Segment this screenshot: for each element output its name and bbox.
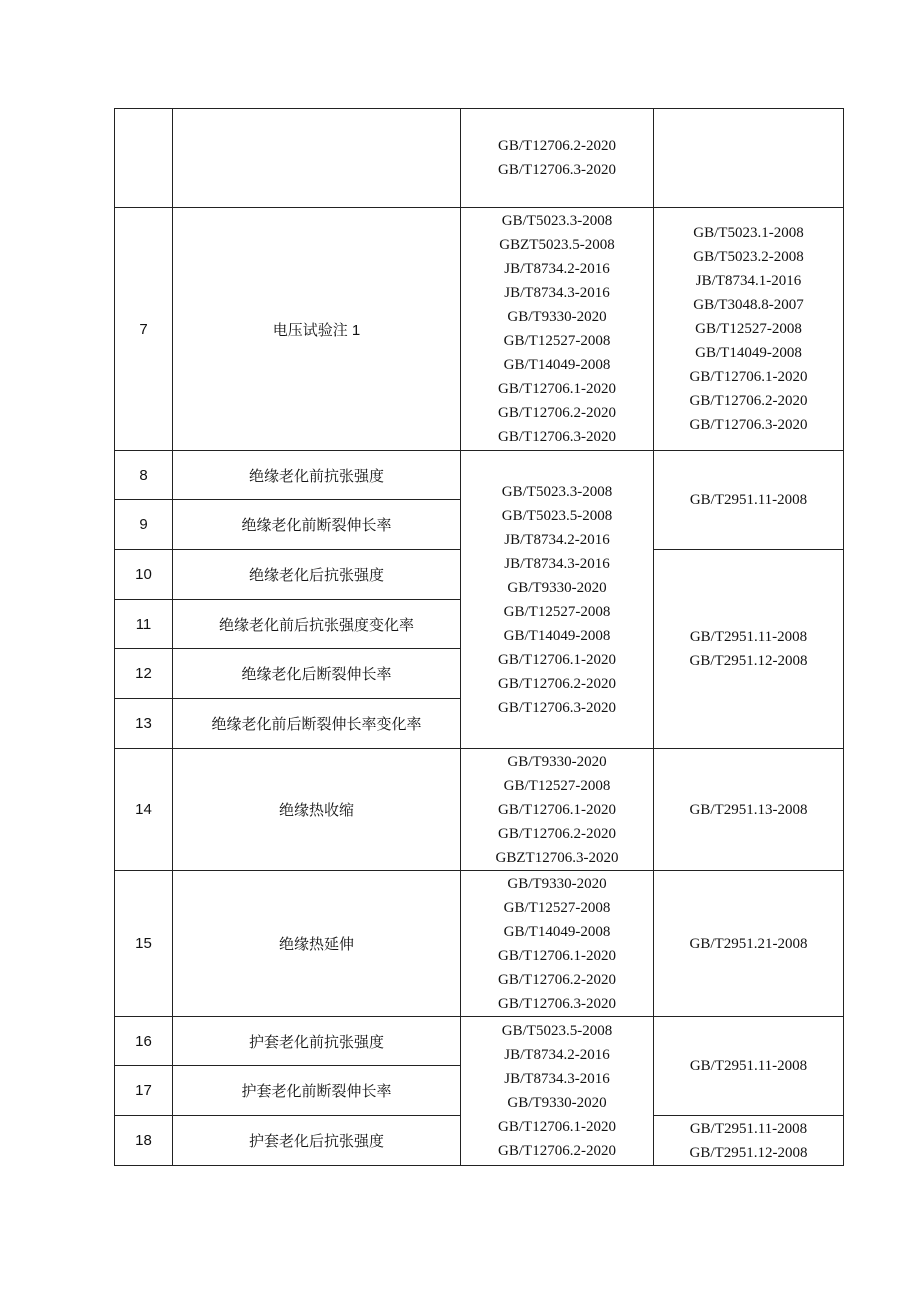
standard-code: JB/T8734.3-2016: [504, 1071, 610, 1087]
table-row: [115, 109, 844, 208]
standard-code: GB/T12706.2-2020: [498, 138, 616, 154]
standard-code: GB/T12527-2008: [695, 321, 802, 337]
standard-code: GB/T9330-2020: [507, 1095, 607, 1111]
standard-code: GB/T5023.3-2008: [501, 483, 613, 500]
standard-code: JB/T8734.3-2016: [504, 555, 610, 572]
standard-code: JB/T8734.2-2016: [504, 261, 610, 277]
standard-code: GB/T2951.21-2008: [689, 935, 808, 952]
row-number: 14: [115, 749, 173, 871]
standard-code: GB/T12706.1-2020: [498, 651, 616, 668]
criteria-standards: [654, 109, 844, 208]
row-number: 11: [115, 600, 173, 649]
test-item: 绝缘热延伸: [173, 871, 461, 1017]
standard-code: GB/T12706.2-2020: [498, 971, 616, 988]
standard-code: GB/T9330-2020: [507, 753, 607, 770]
test-item: 绝缘老化后抗张强度: [173, 550, 461, 600]
table-row: [115, 208, 844, 451]
standard-code: GB/T12706.2-2020: [498, 1143, 616, 1159]
standard-code: GB/T9330-2020: [507, 875, 607, 892]
standard-code: GB/T3048.8-2007: [693, 297, 804, 313]
table-row: [115, 871, 844, 1017]
criteria-standards: [654, 871, 844, 1017]
standard-code: GB/T12706.1-2020: [498, 801, 616, 818]
row-number: 8: [115, 451, 173, 500]
standard-code: GB/T5023.5-2008: [501, 507, 613, 524]
test-item: 绝缘老化前后抗张强度变化率: [173, 600, 461, 649]
standard-code: JB/T8734.2-2016: [504, 1047, 610, 1063]
standard-code: GB/T2951.13-2008: [689, 801, 808, 818]
test-method-standards: [461, 871, 654, 1017]
test-item: 绝缘老化前抗张强度: [173, 451, 461, 500]
criteria-standards: [654, 208, 844, 451]
standard-code: JB/T8734.2-2016: [504, 531, 610, 548]
standard-code: GB/T9330-2020: [507, 579, 607, 596]
standard-code: GB/T12706.3-2020: [498, 429, 616, 445]
standard-code: GB/T12706.1-2020: [498, 1119, 616, 1135]
standard-code: GB/T5023.2-2008: [693, 249, 804, 265]
row-number: 16: [115, 1017, 173, 1066]
table-row: [115, 451, 844, 500]
standard-code: GB/T12527-2008: [503, 899, 611, 916]
row-number: 12: [115, 649, 173, 699]
standard-code: GBZT5023.5-2008: [499, 237, 615, 253]
standard-code: GB/T2951.11-2008: [689, 1058, 808, 1074]
test-method-standards: [461, 109, 654, 208]
row-number: 7: [115, 208, 173, 451]
test-item: 绝缘老化前后断裂伸长率变化率: [173, 699, 461, 749]
standard-code: GB/T2951.12-2008: [689, 1144, 808, 1161]
standard-code: GB/T12706.2-2020: [689, 393, 808, 409]
test-method-standards: [461, 208, 654, 451]
standard-code: GB/T14049-2008: [503, 923, 611, 940]
row-number: 9: [115, 500, 173, 550]
standard-code: GB/T12706.3-2020: [498, 162, 616, 178]
row-number: [115, 109, 173, 208]
test-method-standards: [461, 1017, 654, 1166]
test-item: 护套老化前断裂伸长率: [173, 1066, 461, 1116]
test-item: 电压试验注 1: [173, 208, 461, 451]
table-row: [115, 749, 844, 871]
table-row: [115, 1017, 844, 1066]
standard-code: GB/T2951.12-2008: [689, 653, 808, 669]
test-item: [173, 109, 461, 208]
test-item: 绝缘热收缩: [173, 749, 461, 871]
standard-code: GB/T12706.3-2020: [498, 699, 616, 716]
criteria-standards: [654, 1017, 844, 1116]
standard-code: GB/T12706.2-2020: [498, 405, 616, 421]
standard-code: GB/T14049-2008: [695, 345, 802, 361]
standard-code: GB/T12527-2008: [503, 333, 611, 349]
standard-code: GB/T5023.3-2008: [501, 213, 613, 229]
criteria-standards: [654, 749, 844, 871]
test-item: 护套老化后抗张强度: [173, 1116, 461, 1166]
test-method-standards: [461, 749, 654, 871]
standard-code: GBZT12706.3-2020: [495, 849, 619, 866]
standard-code: GB/T12706.1-2020: [689, 369, 808, 385]
test-item: 绝缘老化后断裂伸长率: [173, 649, 461, 699]
standard-code: GB/T5023.1-2008: [693, 225, 804, 241]
standard-code: GB/T12527-2008: [503, 777, 611, 794]
row-number: 15: [115, 871, 173, 1017]
standard-code: GB/T2951.11-2008: [689, 629, 808, 645]
criteria-standards: [654, 1116, 844, 1166]
standard-code: GB/T12706.2-2020: [498, 675, 616, 692]
standard-code: GB/T5023.5-2008: [501, 1023, 613, 1039]
standard-code: GB/T12706.3-2020: [689, 417, 808, 433]
standard-code: GB/T2951.11-2008: [689, 1120, 808, 1137]
standard-code: GB/T12706.3-2020: [498, 995, 616, 1012]
standard-code: GB/T12706.2-2020: [498, 825, 616, 842]
test-method-standards: [461, 451, 654, 749]
criteria-standards: [654, 550, 844, 749]
standard-code: GB/T12706.1-2020: [498, 947, 616, 964]
standard-code: GB/T12706.1-2020: [498, 381, 616, 397]
standard-code: GB/T14049-2008: [503, 357, 611, 373]
row-number: 18: [115, 1116, 173, 1166]
standard-code: GB/T12527-2008: [503, 603, 611, 620]
test-item: 护套老化前抗张强度: [173, 1017, 461, 1066]
standard-code: JB/T8734.3-2016: [504, 285, 610, 301]
test-item: 绝缘老化前断裂伸长率: [173, 500, 461, 550]
standards-table: [114, 108, 844, 1166]
standard-code: GB/T14049-2008: [503, 627, 611, 644]
row-number: 17: [115, 1066, 173, 1116]
standard-code: GB/T9330-2020: [507, 309, 607, 325]
standard-code: JB/T8734.1-2016: [695, 273, 802, 289]
criteria-standards: [654, 451, 844, 550]
standard-code: GB/T2951.11-2008: [689, 492, 808, 508]
row-number: 13: [115, 699, 173, 749]
row-number: 10: [115, 550, 173, 600]
